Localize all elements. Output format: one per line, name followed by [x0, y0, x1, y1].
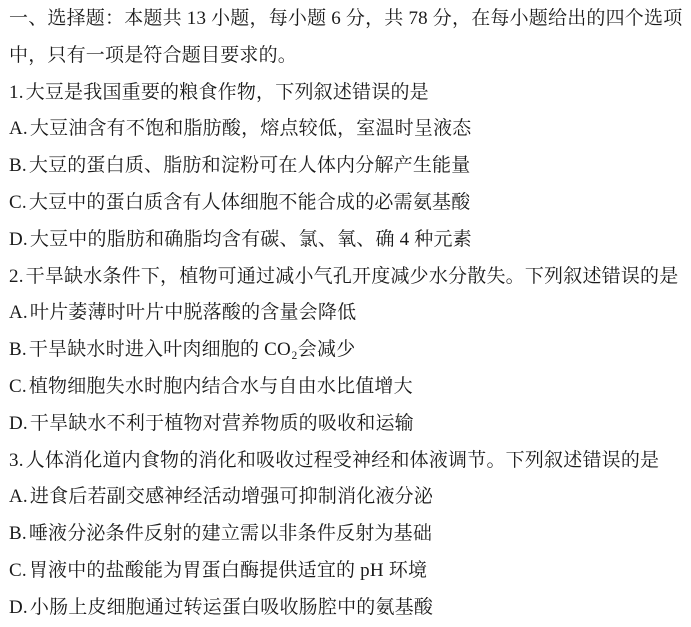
question-3-option-d [9, 590, 683, 627]
question-3-stem [9, 443, 683, 480]
question-1-option-b [9, 148, 683, 185]
question-2-option-a [9, 295, 683, 332]
option-text: 干旱缺水时进入叶肉细胞的 CO₂会减少 [28, 339, 356, 361]
option-label: B. [9, 339, 27, 361]
question-1-number: 1. [9, 81, 24, 103]
section-header-line-1: 一、选择题：本题共 13 小题，每小题 6 分，共 78 分，在每小题给出的四个选项 [9, 8, 683, 29]
option-label: B. [9, 155, 27, 177]
question-3-option-a [9, 479, 683, 516]
option-text: 大豆油含有不饱和脂肪酸，熔点较低，室温时呈液态 [29, 118, 472, 140]
question-3-option-b [9, 516, 683, 553]
option-text: 胃液中的盐酸能为胃蛋白酶提供适宜的 pH 环境 [28, 559, 428, 581]
option-label: D. [9, 228, 28, 250]
option-label: D. [9, 596, 28, 618]
question-3-option-c [9, 553, 683, 590]
question-2-stem-text: 干旱缺水条件下，植物可通过减小气孔开度减少水分散失。下列叙述错误的是 [25, 265, 679, 287]
question-2-number: 2. [9, 265, 24, 287]
option-label: D. [9, 412, 28, 434]
option-label: C. [9, 375, 27, 397]
question-2-option-d [9, 406, 683, 443]
option-label: A. [9, 118, 28, 140]
option-text: 叶片萎薄时叶片中脱落酸的含量会降低 [29, 302, 357, 324]
question-2-stem [9, 259, 683, 296]
question-1-option-c [9, 185, 683, 222]
option-label: C. [9, 191, 27, 213]
question-1-option-a [9, 111, 683, 148]
option-label: B. [9, 523, 27, 545]
question-1-stem-text: 大豆是我国重要的粮食作物，下列叙述错误的是 [25, 81, 429, 103]
question-3-stem-text: 人体消化道内食物的消化和吸收过程受神经和体液调节。下列叙述错误的是 [25, 449, 660, 471]
option-text: 大豆中的蛋白质含有人体细胞不能合成的必需氨基酸 [28, 191, 471, 213]
option-text: 植物细胞失水时胞内结合水与自由水比值增大 [28, 375, 413, 397]
option-text: 唾液分泌条件反射的建立需以非条件反射为基础 [28, 523, 433, 545]
question-1-stem [9, 75, 683, 112]
option-text: 大豆中的脂肪和确脂均含有碳、氯、氧、确 4 种元素 [29, 228, 472, 250]
option-text: 小肠上皮细胞通过转运蛋白吸收肠腔中的氨基酸 [29, 596, 434, 618]
question-1-option-d [9, 222, 683, 259]
option-label: A. [9, 302, 28, 324]
section-header-line-2: 中，只有一项是符合题目要求的。 [9, 44, 298, 66]
option-label: C. [9, 559, 27, 581]
question-3-number: 3. [9, 449, 24, 471]
option-text: 干旱缺水不利于植物对营养物质的吸收和运输 [29, 412, 414, 434]
option-label: A. [9, 486, 28, 508]
option-text: 进食后若副交感神经活动增强可抑制消化液分泌 [29, 486, 434, 508]
question-2-option-b [9, 332, 683, 369]
question-2-option-c [9, 369, 683, 406]
option-text: 大豆的蛋白质、脂肪和淀粉可在人体内分解产生能量 [28, 155, 471, 177]
